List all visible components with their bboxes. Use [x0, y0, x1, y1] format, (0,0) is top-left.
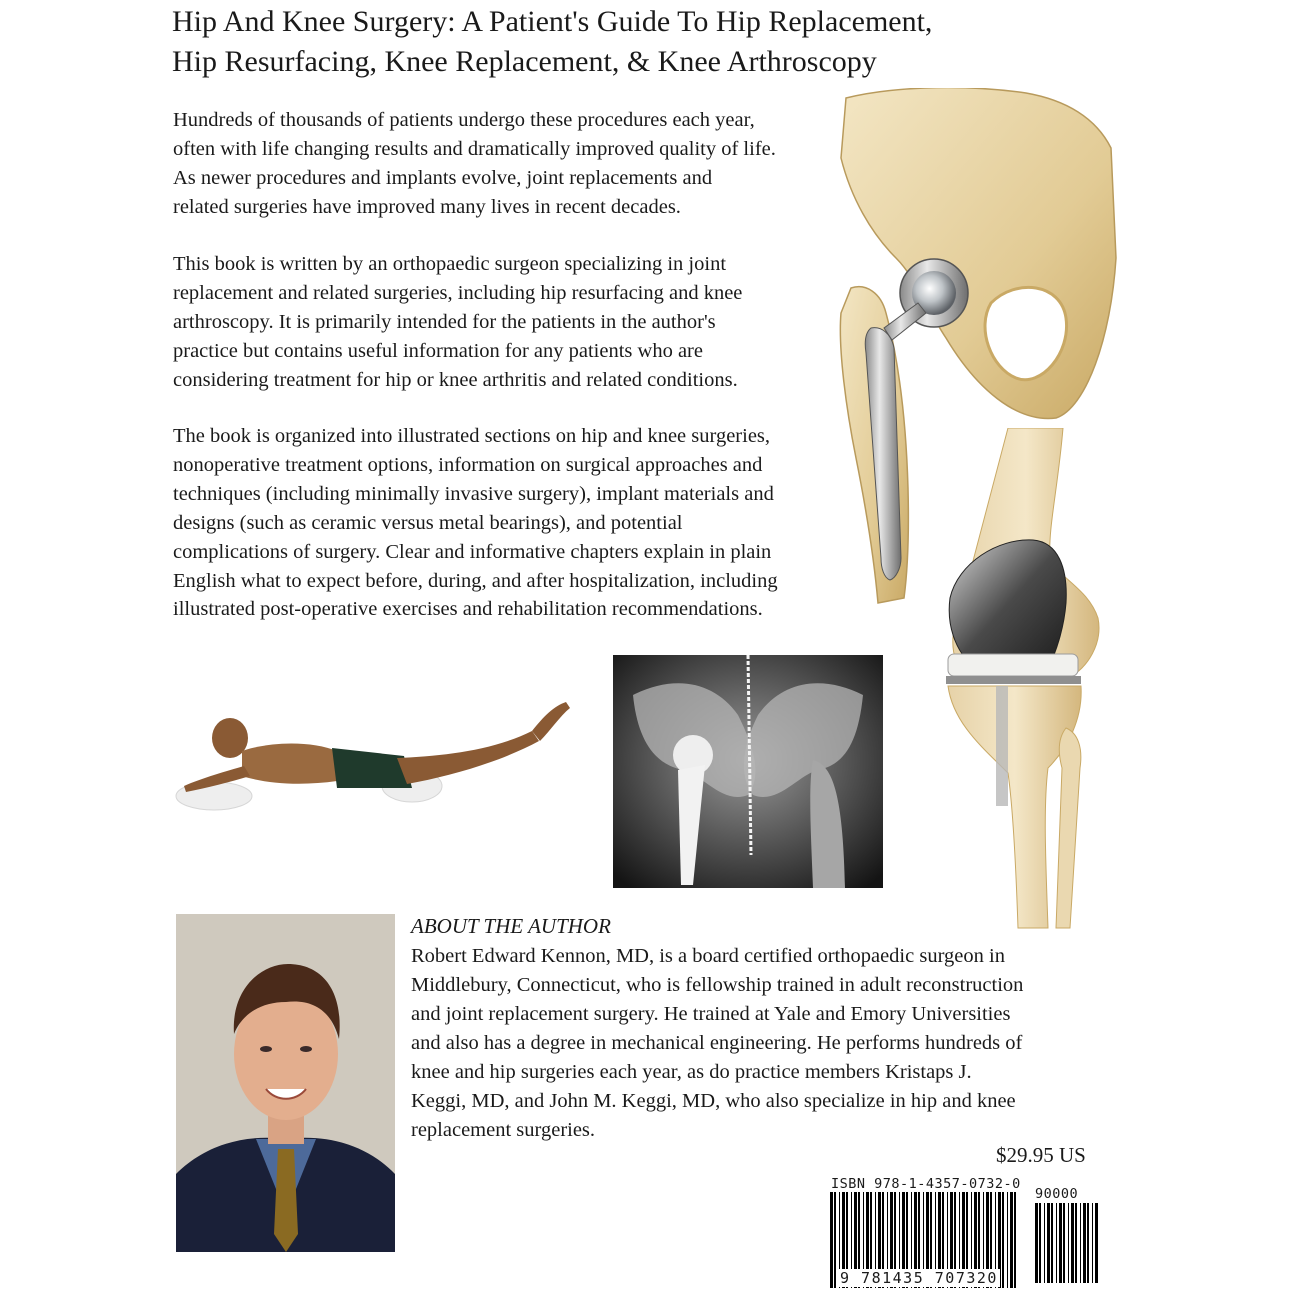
text-line: knee and hip surgeries each year, as do practice members Kristaps J.	[411, 1061, 972, 1083]
barcode-bar	[1071, 1203, 1074, 1283]
text-line: practice but contains useful information for any patients who are	[173, 339, 703, 362]
text-line: considering treatment for hip or knee arthritis and related conditions.	[173, 368, 738, 391]
barcode-bar	[1068, 1203, 1069, 1283]
title-line-2: Hip Resurfacing, Knee Replacement, & Knee Arthroscopy	[172, 45, 877, 78]
price-label: $29.95 US	[996, 1143, 1086, 1167]
text-line: Keggi, MD, and John M. Keggi, MD, who also specialize in hip and knee	[411, 1090, 1016, 1112]
hip-xray-image	[613, 655, 883, 888]
barcode-bar	[1087, 1203, 1089, 1283]
text-line: illustrated post-operative exercises and rehabilitation recommendations.	[173, 598, 763, 621]
barcode-bar	[1075, 1203, 1077, 1283]
barcode-bar	[1010, 1192, 1013, 1288]
text-line: replacement and related surgeries, including hip resurfacing and knee	[173, 281, 743, 304]
text-line: and also has a degree in mechanical engineering. He performs hundreds of	[411, 1032, 1023, 1054]
description-paragraph-2	[173, 250, 742, 395]
description-paragraph-1	[173, 106, 776, 222]
text-line: Hundreds of thousands of patients undergo these procedures each year,	[173, 109, 755, 131]
text-line: arthroscopy. It is primarily intended for the patients in the author's	[173, 310, 716, 333]
text-line: As newer procedures and implants evolve, joint replacements and	[173, 166, 713, 189]
barcode-bar	[1083, 1203, 1086, 1283]
text-line: and joint replacement surgery. He trained at Yale and Emory Universities	[411, 1003, 1011, 1025]
barcode-bar	[1039, 1203, 1041, 1283]
patient-exercise-illustration	[172, 696, 577, 818]
barcode-bar	[1063, 1203, 1065, 1283]
barcode-bar	[1044, 1203, 1045, 1283]
text-line: nonoperative treatment options, information on surgical approaches and	[173, 453, 763, 476]
text-line: Middlebury, Connecticut, who is fellowship trained in adult reconstruction	[411, 974, 1024, 996]
barcode-bar	[834, 1192, 836, 1288]
barcode-bar	[1080, 1203, 1081, 1283]
text-line: complications of surgery. Clear and informative chapters explain in plain	[173, 540, 772, 563]
text-line: designs (such as ceramic versus metal bearings), and potential	[173, 511, 683, 534]
book-title	[172, 2, 1172, 82]
barcode-number: 9 781435 707320	[840, 1269, 998, 1287]
addon-code: 90000	[1035, 1186, 1079, 1202]
isbn-text: ISBN 978-1-4357-0732-0	[831, 1176, 1021, 1192]
barcode-bar	[1095, 1203, 1098, 1283]
author-photo	[176, 914, 395, 1252]
text-line: The book is organized into illustrated sections on hip and knee surgeries,	[173, 425, 771, 447]
barcode-bar	[1014, 1192, 1016, 1288]
text-line: techniques (including minimally invasive surgery), implant materials and	[173, 482, 774, 505]
barcode-bar	[1059, 1203, 1062, 1283]
text-line: This book is written by an orthopaedic surgeon specializing in joint	[173, 253, 727, 275]
addon-barcode	[1035, 1203, 1100, 1283]
description-paragraph-3	[173, 422, 778, 624]
text-line: often with life changing results and dramatically improved quality of life.	[173, 137, 776, 160]
knee-replacement-illustration	[938, 428, 1110, 936]
barcode-bar	[1002, 1192, 1004, 1288]
title-line-1: Hip And Knee Surgery: A Patient's Guide To Hip Replacement,	[172, 5, 933, 38]
about-author-text	[411, 942, 1023, 1145]
barcode-bar	[1035, 1203, 1038, 1283]
barcode-bar	[1007, 1192, 1008, 1288]
about-author-heading: ABOUT THE AUTHOR	[411, 914, 611, 938]
text-line: replacement surgeries.	[411, 1119, 596, 1141]
text-line: related surgeries have improved many lives in recent decades.	[173, 195, 681, 218]
barcode-bar	[1051, 1203, 1053, 1283]
barcode-bar	[830, 1192, 833, 1288]
barcode-bar	[1047, 1203, 1050, 1283]
barcode-bar	[1056, 1203, 1057, 1283]
text-line: English what to expect before, during, and after hospitalization, including	[173, 569, 778, 592]
text-line: Robert Edward Kennon, MD, is a board certified orthopaedic surgeon in	[411, 945, 1005, 967]
barcode-bar	[1092, 1203, 1093, 1283]
